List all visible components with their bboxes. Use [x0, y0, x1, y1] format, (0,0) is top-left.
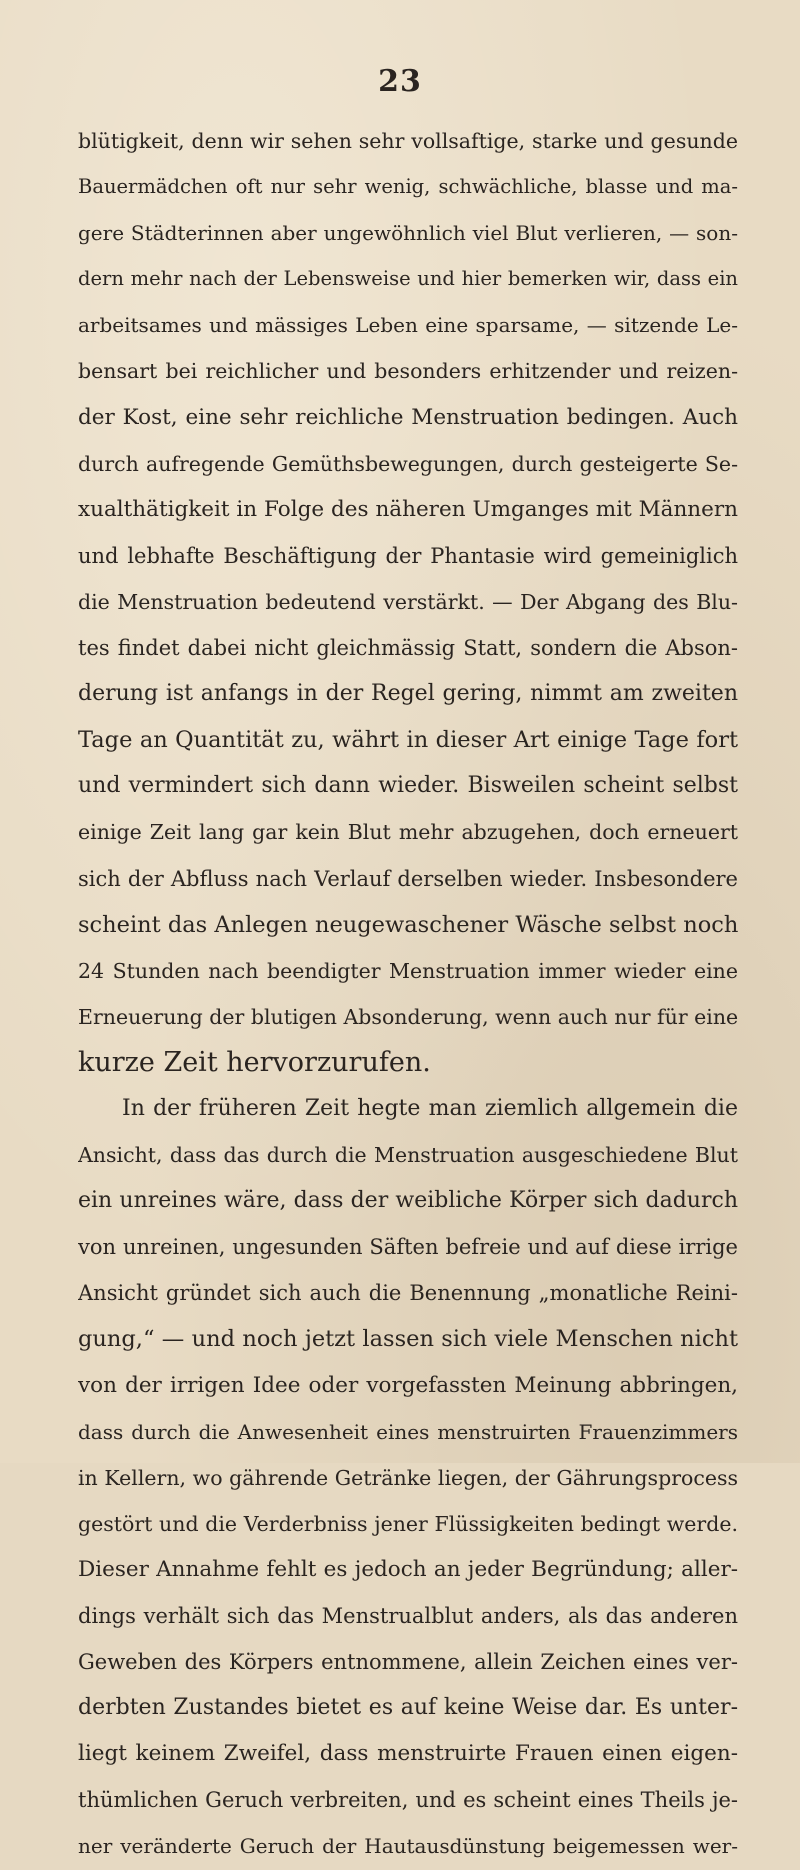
- text-line: gere Städterinnen aber ungewöhnlich viel Blut verlieren, — son-: [78, 221, 738, 246]
- text-line: und lebhafte Beschäftigung der Phantasie wird gemeiniglich: [78, 543, 738, 568]
- text-line: Erneuerung der blutigen Absonderung, wenn auch nur für eine: [78, 1004, 738, 1029]
- text-line: gung,“ — und noch jetzt lassen sich viele Menschen nicht: [78, 1326, 738, 1353]
- text-line: der Kost, eine sehr reichliche Menstruation bedingen. Auch: [78, 404, 738, 430]
- text-line: Dieser Annahme fehlt es jedoch an jeder Begründung; aller-: [78, 1556, 738, 1582]
- text-line: durch aufregende Gemüthsbewegungen, durch gesteigerte Se-: [78, 451, 738, 476]
- text-line: blütigkeit, denn wir sehen sehr vollsaftige, starke und gesunde: [78, 129, 738, 153]
- text-line: in Kellern, wo gährende Getränke liegen, der Gährungsprocess: [78, 1465, 738, 1490]
- text-line: sich der Abfluss nach Verlauf derselben wieder. Insbesondere: [78, 866, 738, 891]
- text-line: dings verhält sich das Menstrualblut anders, als das anderen: [78, 1604, 738, 1628]
- text-line: einige Zeit lang gar kein Blut mehr abzugehen, doch erneuert: [78, 820, 738, 845]
- text-line: Bauermädchen oft nur sehr wenig, schwächliche, blasse und ma-: [78, 175, 738, 199]
- text-line: ner veränderte Geruch der Hautausdünstung beigemessen wer-: [78, 1834, 738, 1859]
- body-text: [78, 118, 738, 1870]
- page-number: 23: [378, 64, 422, 99]
- text-line: Ansicht, dass das durch die Menstruation ausgeschiedene Blut: [78, 1143, 738, 1168]
- text-line: und vermindert sich dann wieder. Bisweilen scheint selbst: [78, 773, 738, 799]
- text-line: derung ist anfangs in der Regel gering, nimmt am zweiten: [78, 681, 738, 707]
- text-line: dern mehr nach der Lebensweise und hier bemerken wir, dass ein: [78, 267, 738, 291]
- text-line: Ansicht gründet sich auch die Benennung „monatliche Reini-: [78, 1281, 738, 1306]
- text-line: In der früheren Zeit hegte man ziemlich allgemein die: [122, 1095, 738, 1121]
- text-line: bensart bei reichlicher und besonders erhitzender und reizen-: [78, 359, 738, 384]
- text-line: scheint das Anlegen neugewaschener Wäsche selbst noch: [78, 911, 738, 938]
- text-line: kurze Zeit hervorzurufen.: [78, 1046, 431, 1078]
- text-line: von unreinen, ungesunden Säften befreie und auf diese irrige: [78, 1235, 738, 1260]
- text-line: thümlichen Geruch verbreiten, und es scheint eines Theils je-: [78, 1788, 738, 1813]
- text-line: 24 Stunden nach beendigter Menstruation immer wieder eine: [78, 958, 738, 983]
- text-line: gestört und die Verderbniss jener Flüssigkeiten bedingt werde.: [78, 1511, 738, 1536]
- text-line: dass durch die Anwesenheit eines menstruirten Frauenzimmers: [78, 1419, 738, 1444]
- text-line: arbeitsames und mässiges Leben eine sparsame, — sitzende Le-: [78, 313, 738, 338]
- text-line: Tage an Quantität zu, währt in dieser Art einige Tage fort: [78, 727, 738, 754]
- text-line: xualthätigkeit in Folge des näheren Umganges mit Männern: [78, 496, 738, 522]
- text-line: ein unreines wäre, dass der weibliche Körper sich dadurch: [78, 1188, 738, 1214]
- text-line: Geweben des Körpers entnommene, allein Zeichen eines ver-: [78, 1650, 738, 1675]
- text-line: liegt keinem Zweifel, dass menstruirte Frauen einen eigen-: [78, 1741, 738, 1767]
- text-line: von der irrigen Idee oder vorgefassten Meinung abbringen,: [78, 1372, 738, 1398]
- text-line: derbten Zustandes bietet es auf keine Weise dar. Es unter-: [78, 1695, 738, 1721]
- text-line: die Menstruation bedeutend verstärkt. — Der Abgang des Blu-: [78, 589, 738, 614]
- text-line: tes findet dabei nicht gleichmässig Statt, sondern die Abson-: [78, 636, 738, 661]
